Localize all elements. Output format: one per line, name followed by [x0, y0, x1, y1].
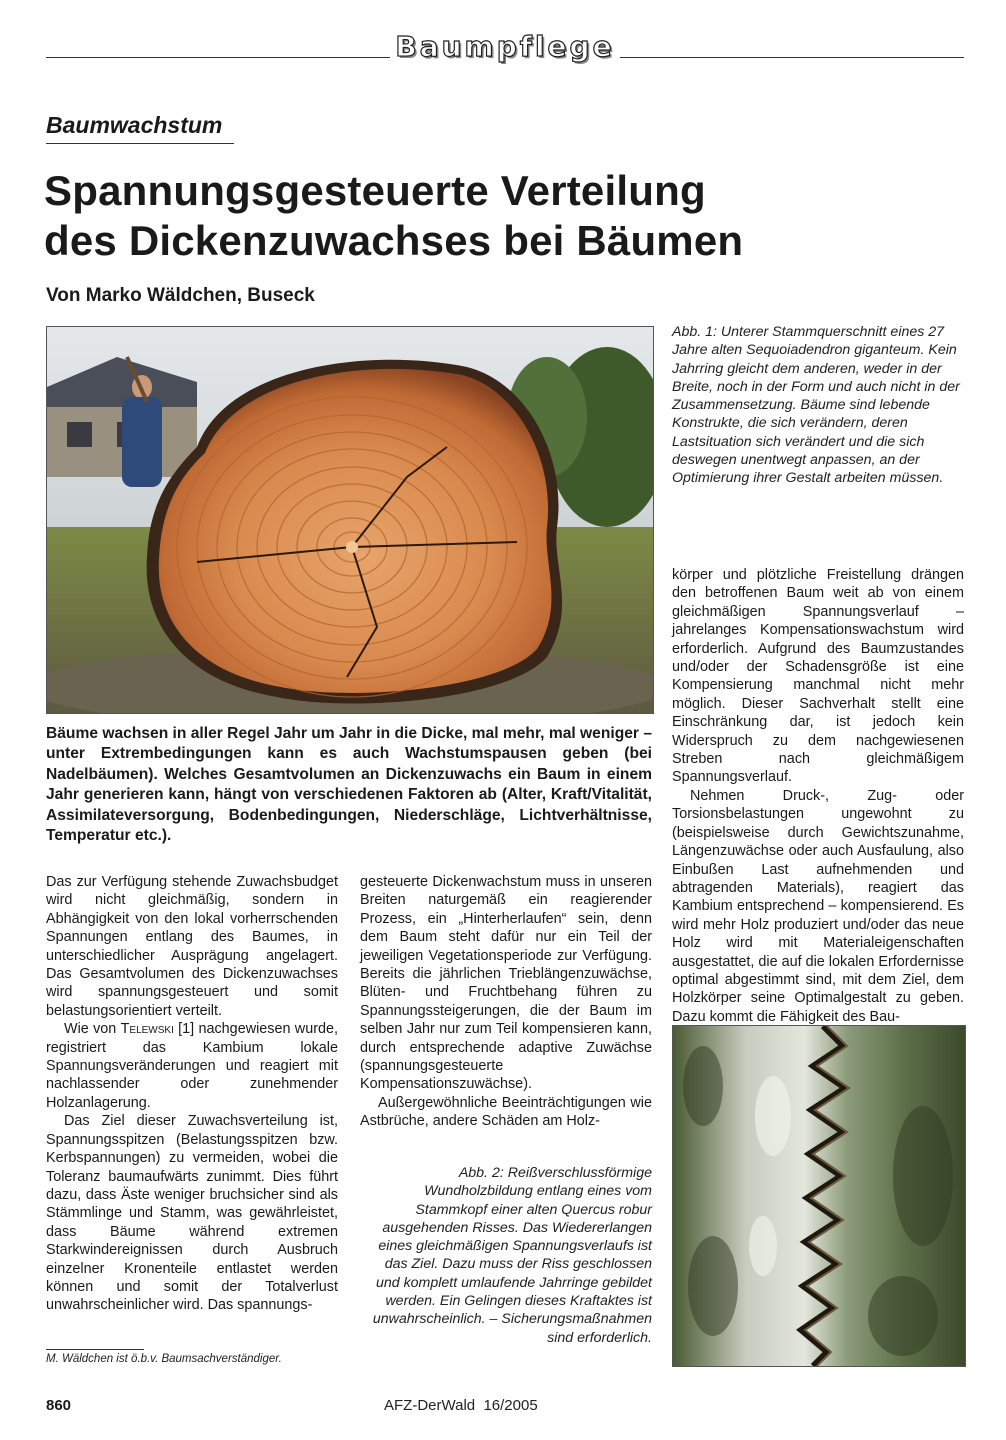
lead-paragraph: Bäume wachsen in aller Regel Jahr um Jahr in die Dicke, mal mehr, mal weniger – unter Extrembedingungen kann es auch Wachstumspausen geben (bei Nadelbäumen). Welches Gesamtvolumen an Dickenzuwachs ein Baum in einem Jahr generieren kann, hängt von verschiedenen Faktoren ab (Alter, Kraft/Vitalität, Assimilateversorgung, Bodenbedingungen, Niederschläge, Lichtverhältnisse, Temperatur etc.).: [46, 725, 652, 845]
text-column-1: [46, 873, 338, 1315]
tree-cross-section-image: [47, 327, 653, 713]
article-title: [44, 166, 944, 266]
col2-paragraph-2: Außergewöhnliche Beeinträchtigungen wie Astbrüche, andere Schäden am Holz-: [360, 1094, 652, 1130]
figure-2-caption: Abb. 2: Reißverschlussförmige Wundholzbildung entlang eines vom Stammkopf einer alten Quercus robur ausgehenden Risses. Das Wiedererlangen eines gleichmäßigen Spannungsverlaufs ist das Ziel. Dazu muss der Riss geschlossen und komplett umlaufende Jahrringe gebildet werden. Ein Gelingen dieses Kraftaktes ist unwahrscheinlich. – Sicherungsmaßnahmen sind erforderlich.: [372, 1165, 652, 1346]
col1-p2-end: [1] nachgewiesen wurde, registriert das Kambium lokale Spannungsveränderungen und reagiert mit nachlassender oder zunehmender Holzanlagerung.: [46, 1021, 338, 1111]
col1-p2-start: Wie von: [64, 1021, 121, 1038]
header-rule-left: [46, 57, 390, 58]
citation-author: Telewski: [120, 1021, 174, 1038]
col1-paragraph-3: Das Ziel dieser Zuwachsverteilung ist, Spannungsspitzen (Belastungsspitzen bzw. Kerbspannungen) zu vermeiden, wobei die Toleranz baumaufwärts zunimmt. Dies führt dazu, dass Äste weniger bruchsicher sind als Stämmlinge und Stamm, was gewährleistet, dass Bäume während extremen Starkwindereignissen durch Ausbruch einzelner Kronenteile entlastet werden können und somit der Totalverlust unwahrscheinlicher wird. Das spannungs-: [46, 1113, 338, 1314]
text-column-2: [360, 873, 652, 1131]
figure-1-caption: Abb. 1: Unterer Stammquerschnitt eines 27 Jahre alten Sequoiadendron giganteum. Kein Jahrring gleicht dem anderen, weder in der Breite, noch in der Form und auch nicht in der Zusammensetzung. Bäume sind lebende Konstrukte, die sich verändern, deren Lastsituation sich verändert und die sich deswegen unentwegt anpassen, an der Optimierung ihrer Gestalt arbeiten müssen.: [672, 324, 960, 487]
title-line-2: des Dickenzuwachses bei Bäumen: [44, 217, 744, 264]
figure-1-photo: [46, 326, 654, 714]
section-title: Baumpflege: [395, 30, 615, 63]
wound-wood-image: [673, 1026, 965, 1366]
page-number: 860: [46, 1397, 72, 1414]
title-line-1: Spannungsgesteuerte Verteilung: [44, 167, 706, 214]
header-rule-right: [620, 57, 964, 58]
col1-paragraph-2: [46, 1020, 338, 1112]
author-line: Von Marko Wäldchen, Buseck: [46, 285, 315, 306]
kicker: Baumwachstum: [46, 112, 223, 138]
text-column-3: [672, 566, 964, 1026]
figure-2-photo: [672, 1025, 966, 1367]
col1-paragraph-1: Das zur Verfügung stehende Zuwachsbudget wird nicht gleichmäßig, sondern in Abhängigkeit von den lokal vorherrschenden Spannungen entlang des Baumes, in unterschiedlicher Ausprägung angelagert. Das Gesamtvolumen des Dickenzuwachses wird spannungsgesteuert und somit belastungsorientiert verteilt.: [46, 874, 338, 1019]
footnote: M. Wäldchen ist ö.b.v. Baumsachverständiger.: [46, 1353, 282, 1365]
col3-paragraph-2: Nehmen Druck-, Zug- oder Torsionsbelastungen ungewohnt zu (beispielsweise durch Gewichtszunahme, Längenzuwächse oder auch Ausfaulung, also Einbußen Last aufnehmenden und abtragenden Materials), reagiert das Kambium entsprechend – kompensierend. Es wird mehr Holz produziert und/oder das neue Holz wird mit Materialeigenschaften ausgestattet, die auf die lokalen Erfordernisse optimal abgestimmt sind, mit dem Ziel, dem Holzkörper seine Optimalgestalt zu geben. Dazu kommt die Fähigkeit des Bau-: [672, 787, 964, 1025]
col2-paragraph-1: gesteuerte Dickenwachstum muss in unseren Breiten naturgemäß ein reagierender Prozess, ein „Hinterherlaufen“ sein, denn dem Baum steht dafür nur ein Teil der jeweiligen Vegetationsperiode zur Verfügung. Bereits die jährlichen Trieblängenzuwächse, Blüten- und Fruchtbehang führen zu Spannungssteigerungen, die der Baum im selben Jahr nur zum Teil kompensieren kann, durch entsprechende adaptive Zuwächse (spannungsgesteuerte Kompensationszuwächse).: [360, 874, 652, 1093]
kicker-rule: [46, 143, 234, 144]
footnote-rule: [46, 1349, 144, 1350]
journal-issue: AFZ-DerWald 16/2005: [384, 1397, 538, 1414]
col3-paragraph-1: körper und plötzliche Freistellung drängen den betroffenen Baum weit ab von einem gleichmäßigen Spannungsverlauf – jahrelanges Kompensationswachstum wird erforderlich. Aufgrund des Baumzustandes und/oder der Schadensgröße ist eine Kompensierung manchmal nicht mehr möglich. Dieser Sachverhalt stellt eine Einschränkung dar, ist jedoch kein Widerspruch zu dem nachgewiesenen Streben nach gleichmäßigem Spannungsverlauf.: [672, 567, 964, 786]
